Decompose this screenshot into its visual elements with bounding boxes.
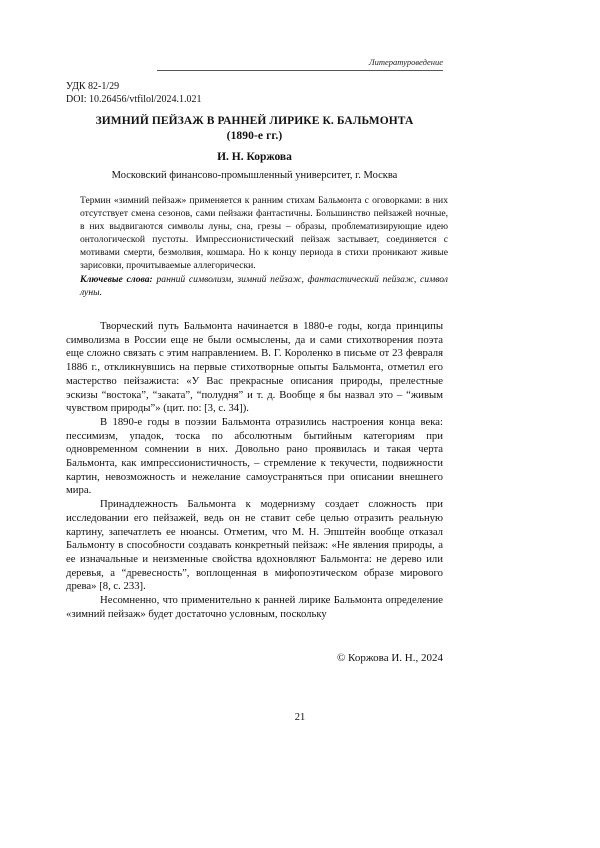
article-meta [66, 80, 202, 106]
body-paragraph-2: В 1890-е годы в поэзии Бальмонта отразились настроения конца века: пессимизм, упадок, тоска по абсолютным бытийным категориям при одновременном сомнении в них. Довольно рано проявилась и такая черта Бальмонта, как импрессионистичность, – стремление к текучести, подвижности картин, невозможность и нежелание самоустраняться при описании внешнего мира. [66, 415, 443, 497]
copyright-notice: © Коржова И. Н., 2024 [336, 652, 443, 664]
article-body [66, 320, 443, 621]
abstract [80, 194, 448, 299]
author-name: И. Н. Коржова [217, 151, 292, 163]
keywords-label: Ключевые слова: [80, 273, 153, 285]
udk-code: УДК 82-1/29 [66, 81, 120, 92]
body-paragraph-3: Принадлежность Бальмонта к модернизму создает сложность при исследовании его пейзажей, ведь он не ставит себе целью отразить реальную картину, запечатлеть ее нюансы. Отметим, что М. Н. Эпштейн вообще отказал Бальмонту в способности создавать конкретный пейзаж: «Не явления природы, а ее изначальные и неизменные свойства вдохновляют Бальмонта: не дерево или деревья, а “древесность”, воплощенная в мифопоэтическом образе мирового древа» [8, с. 233]. [66, 498, 443, 593]
article-title [66, 114, 443, 144]
page-number: 21 [294, 712, 306, 723]
title-line-1: ЗИМНИЙ ПЕЙЗАЖ В РАННЕЙ ЛИРИКЕ К. БАЛЬМОНТА [95, 115, 414, 127]
body-paragraph-4: Несомненно, что применительно к ранней лирике Бальмонта определение «зимний пейзаж» будет достаточно условным, поскольку [66, 594, 443, 620]
author-affiliation: Московский финансово-промышленный университет, г. Москва [111, 170, 398, 181]
abstract-text: Термин «зимний пейзаж» применяется к ранним стихам Бальмонта с оговорками: в них отсутствует смена сезонов, сами пейзажи фантастичны. Большинство пейзажей ночные, в них выдвигаются символы луны, сна, грезы – образы, проблематизирующие идею онтологической пустоты. Импрессионистический пейзаж застывает, соединяется с мотивами смерти, безмолвия, кошмара. Но к концу периода в стихи проникают живые зарисовки, прочитываемые аллегорически. [80, 195, 448, 272]
keywords-text: ранний символизм, зимний пейзаж, фантастический пейзаж, символ луны. [80, 273, 448, 298]
running-head-section: Литературоведение [368, 57, 443, 67]
title-line-2: (1890-е гг.) [226, 130, 283, 142]
header-rule [157, 70, 443, 71]
body-paragraph-1: Творческий путь Бальмонта начинается в 1880-е годы, когда принципы символизма в России еще не были осмыслены, да и сами стихотворения поэта еще сложно связать с этим направлением. В. Г. Короленко в письме от 23 февраля 1886 г., откликнувшись на первые стихотворные опыты Бальмонта, отметил его мастерство пейзажиста: «У Вас прекрасные описания природы, прелестные эскизы “востока”, “заката”, “полудня” и т. д. Вообще я бы назвал это – “живым чувством природы”» (цит. по: [3, с. 34]). [66, 320, 443, 415]
doi: DOI: 10.26456/vtfilol/2024.1.021 [66, 94, 202, 105]
